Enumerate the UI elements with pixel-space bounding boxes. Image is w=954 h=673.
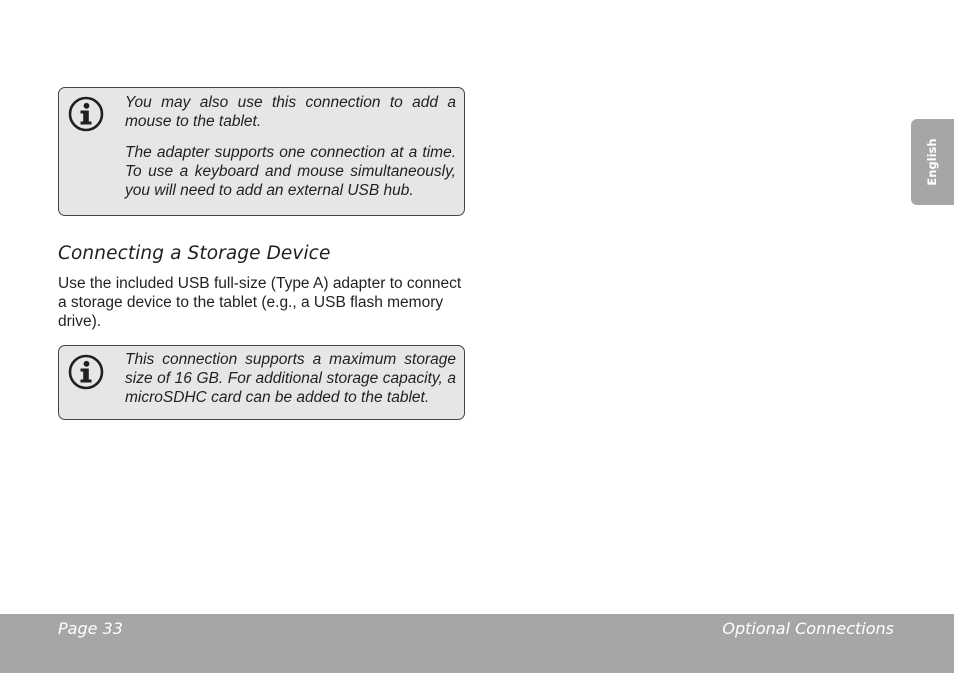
footer-section-title: Optional Connections <box>722 619 894 638</box>
section-heading: Connecting a Storage Device <box>58 243 331 264</box>
info-icon <box>68 354 104 390</box>
note-text-storage: This connection supports a maximum storage size of 16 GB. For additional storage capacity, a microSDHC card can be added to the tablet. <box>125 351 456 406</box>
note-text-mouse: You may also use this connection to add a mouse to the tablet. <box>125 94 456 130</box>
info-icon <box>68 96 104 132</box>
page-number: Page 33 <box>58 619 123 638</box>
language-tab-label: English <box>925 138 939 186</box>
footer-bar <box>0 614 954 673</box>
language-tab <box>911 119 954 205</box>
note-text-usb-hub: The adapter supports one connection at a time. To use a keyboard and mouse simultaneously, you will need to add an external USB hub. <box>125 144 456 199</box>
note-box-storage-capacity <box>58 345 465 420</box>
note-box-usb-mouse <box>58 87 465 216</box>
section-body-text: Use the included USB full-size (Type A) adapter to connect a storage device to the tablet (e.g., a USB flash memory drive). <box>58 275 462 330</box>
